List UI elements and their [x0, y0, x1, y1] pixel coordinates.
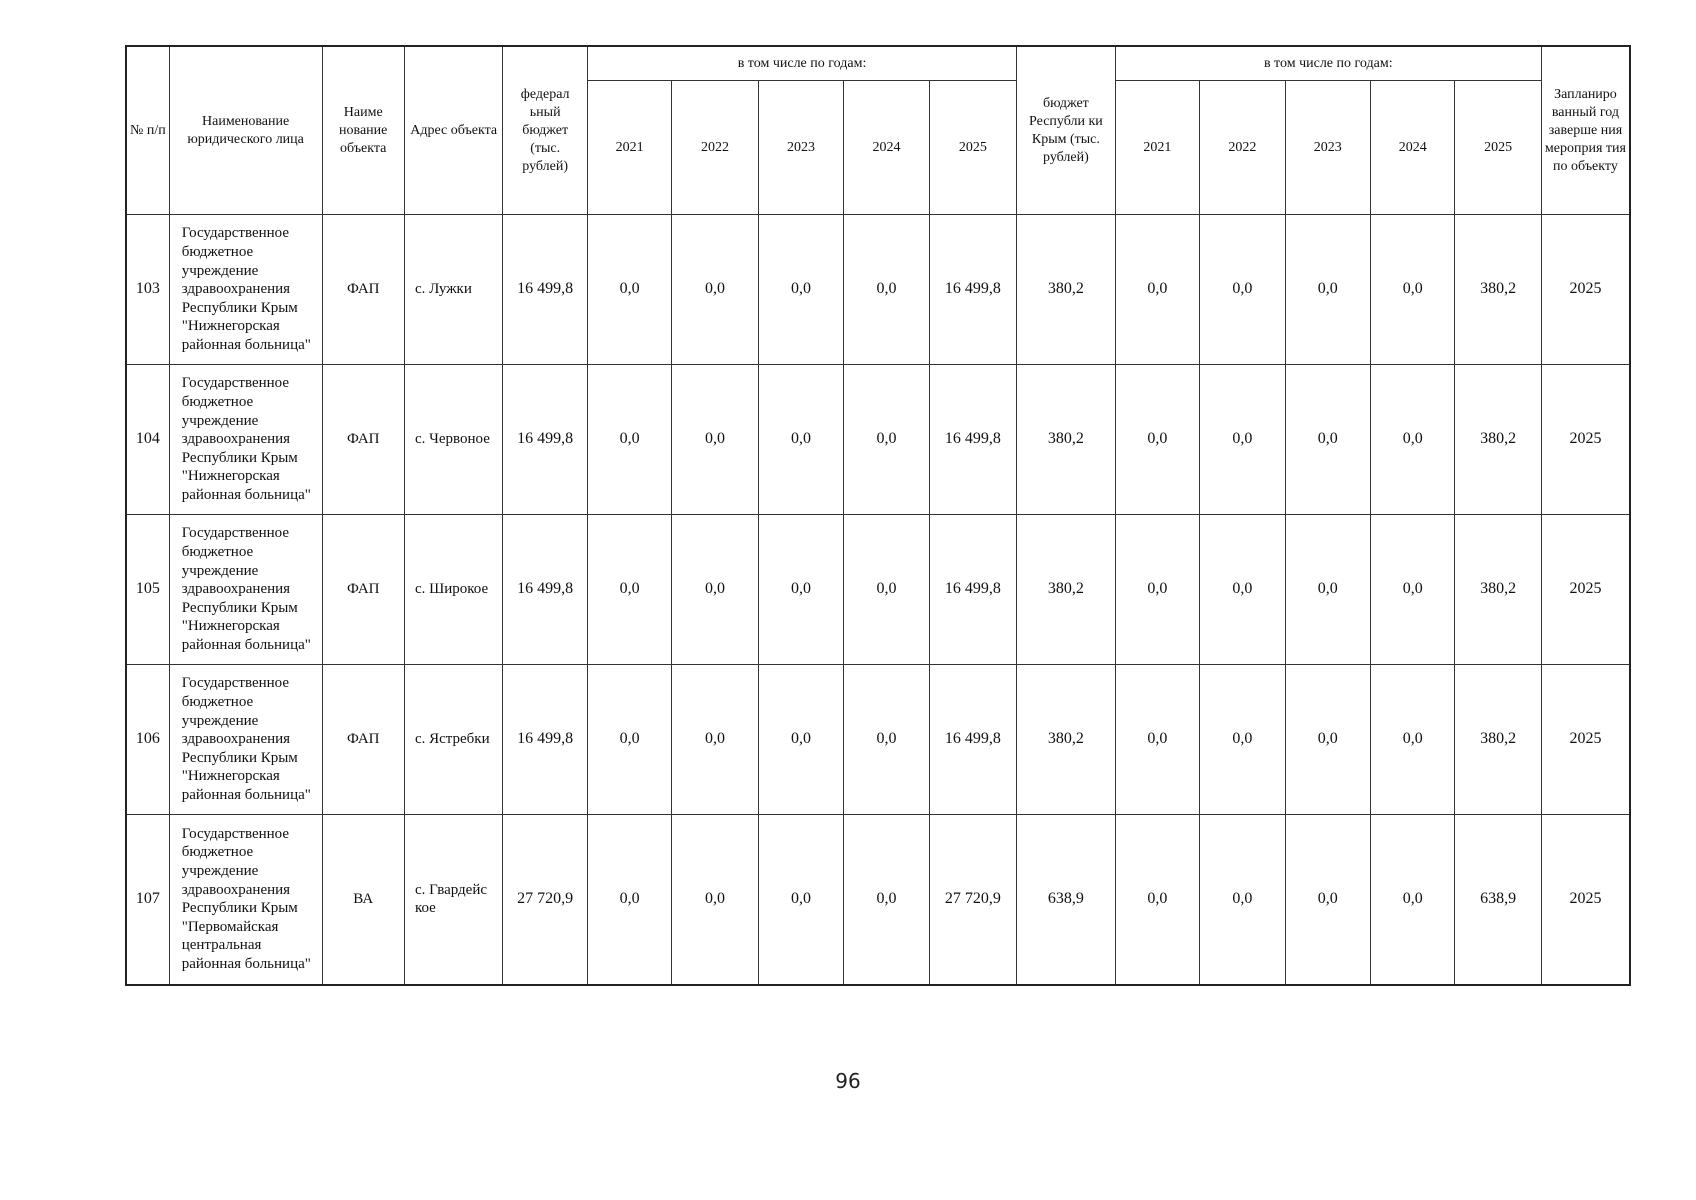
federal-year-cell: 0,0: [672, 815, 758, 985]
federal-year-cell: 0,0: [758, 515, 843, 665]
table-row: [126, 215, 1630, 365]
crimea-total-cell: 380,2: [1017, 665, 1116, 815]
federal-year-cell: 27 720,9: [929, 815, 1016, 985]
crimea-year-cell: 380,2: [1455, 665, 1541, 815]
header-object-address: Адрес объекта: [404, 46, 503, 215]
row-number: 105: [126, 515, 169, 665]
header-crimea-year: 2025: [1455, 81, 1541, 215]
page-number: 96: [835, 1069, 861, 1093]
table-row: [126, 665, 1630, 815]
federal-total-cell: 16 499,8: [503, 215, 587, 365]
object-address-cell: с. Гвардейс кое: [404, 815, 503, 985]
table-row: [126, 365, 1630, 515]
crimea-year-cell: 0,0: [1285, 515, 1370, 665]
crimea-total-cell: 380,2: [1017, 215, 1116, 365]
crimea-year-cell: 380,2: [1455, 365, 1541, 515]
object-address-cell: с. Широкое: [404, 515, 503, 665]
crimea-year-cell: 0,0: [1200, 665, 1285, 815]
header-planned-year: Запланиро ванный год заверше ния мероприя тия по объекту: [1541, 46, 1630, 215]
federal-year-cell: 16 499,8: [929, 515, 1016, 665]
federal-year-cell: 0,0: [672, 215, 758, 365]
crimea-year-cell: 0,0: [1285, 665, 1370, 815]
table-header: [126, 46, 1630, 215]
federal-year-cell: 0,0: [672, 365, 758, 515]
object-address-cell: с. Лужки: [404, 215, 503, 365]
object-address-cell: с. Ястребки: [404, 665, 503, 815]
budget-table: [125, 45, 1631, 986]
header-federal-year: 2023: [758, 81, 843, 215]
federal-year-cell: 0,0: [587, 215, 671, 365]
federal-year-cell: 0,0: [844, 215, 929, 365]
crimea-year-cell: 0,0: [1200, 215, 1285, 365]
row-number: 107: [126, 815, 169, 985]
header-legal-entity: Наименование юридического лица: [169, 46, 322, 215]
completion-year-cell: 2025: [1541, 515, 1630, 665]
row-number: 106: [126, 665, 169, 815]
object-name-cell: ФАП: [322, 215, 404, 365]
federal-total-cell: 16 499,8: [503, 515, 587, 665]
header-crimea-budget: бюджет Республи ки Крым (тыс. рублей): [1017, 46, 1116, 215]
table-row: [126, 815, 1630, 985]
crimea-year-cell: 0,0: [1370, 665, 1454, 815]
row-number: 103: [126, 215, 169, 365]
crimea-year-cell: 380,2: [1455, 215, 1541, 365]
crimea-year-cell: 0,0: [1115, 515, 1199, 665]
crimea-year-cell: 0,0: [1370, 815, 1454, 985]
table-body: [126, 215, 1630, 985]
legal-entity-cell: Государственное бюджетное учреждение здравоохранения Республики Крым "Нижнегорская районная больница": [169, 515, 322, 665]
federal-year-cell: 0,0: [587, 515, 671, 665]
object-address-cell: с. Червоное: [404, 365, 503, 515]
header-federal-year: 2021: [587, 81, 671, 215]
header-crimea-year: 2024: [1370, 81, 1454, 215]
header-object-name: Наиме нование объекта: [322, 46, 404, 215]
crimea-year-cell: 0,0: [1285, 365, 1370, 515]
object-name-cell: ВА: [322, 815, 404, 985]
header-federal-by-years: в том числе по годам:: [587, 46, 1016, 81]
header-crimea-year: 2021: [1115, 81, 1199, 215]
crimea-year-cell: 0,0: [1200, 515, 1285, 665]
crimea-year-cell: 638,9: [1455, 815, 1541, 985]
legal-entity-cell: Государственное бюджетное учреждение здравоохранения Республики Крым "Первомайская центральная районная больница": [169, 815, 322, 985]
crimea-year-cell: 0,0: [1115, 215, 1199, 365]
crimea-total-cell: 380,2: [1017, 365, 1116, 515]
federal-total-cell: 16 499,8: [503, 365, 587, 515]
federal-year-cell: 0,0: [587, 665, 671, 815]
federal-year-cell: 0,0: [672, 515, 758, 665]
completion-year-cell: 2025: [1541, 815, 1630, 985]
federal-year-cell: 0,0: [844, 515, 929, 665]
object-name-cell: ФАП: [322, 665, 404, 815]
federal-year-cell: 0,0: [844, 365, 929, 515]
crimea-year-cell: 0,0: [1115, 665, 1199, 815]
completion-year-cell: 2025: [1541, 215, 1630, 365]
legal-entity-cell: Государственное бюджетное учреждение здравоохранения Республики Крым "Нижнегорская районная больница": [169, 665, 322, 815]
header-federal-year: 2024: [844, 81, 929, 215]
federal-year-cell: 0,0: [672, 665, 758, 815]
crimea-year-cell: 0,0: [1370, 365, 1454, 515]
federal-year-cell: 0,0: [758, 365, 843, 515]
object-name-cell: ФАП: [322, 365, 404, 515]
crimea-year-cell: 380,2: [1455, 515, 1541, 665]
crimea-year-cell: 0,0: [1285, 815, 1370, 985]
header-crimea-year: 2022: [1200, 81, 1285, 215]
crimea-total-cell: 638,9: [1017, 815, 1116, 985]
federal-year-cell: 0,0: [587, 365, 671, 515]
federal-year-cell: 16 499,8: [929, 665, 1016, 815]
completion-year-cell: 2025: [1541, 665, 1630, 815]
federal-total-cell: 16 499,8: [503, 665, 587, 815]
crimea-year-cell: 0,0: [1200, 815, 1285, 985]
crimea-year-cell: 0,0: [1370, 215, 1454, 365]
crimea-total-cell: 380,2: [1017, 515, 1116, 665]
completion-year-cell: 2025: [1541, 365, 1630, 515]
federal-year-cell: 16 499,8: [929, 215, 1016, 365]
crimea-year-cell: 0,0: [1115, 365, 1199, 515]
crimea-year-cell: 0,0: [1285, 215, 1370, 365]
federal-year-cell: 0,0: [587, 815, 671, 985]
header-crimea-by-years: в том числе по годам:: [1115, 46, 1541, 81]
header-number: № п/п: [126, 46, 169, 215]
federal-total-cell: 27 720,9: [503, 815, 587, 985]
federal-year-cell: 0,0: [758, 665, 843, 815]
row-number: 104: [126, 365, 169, 515]
table-row: [126, 515, 1630, 665]
header-federal-year: 2022: [672, 81, 758, 215]
federal-year-cell: 0,0: [844, 815, 929, 985]
crimea-year-cell: 0,0: [1200, 365, 1285, 515]
federal-year-cell: 0,0: [758, 215, 843, 365]
federal-year-cell: 16 499,8: [929, 365, 1016, 515]
federal-year-cell: 0,0: [844, 665, 929, 815]
header-federal-year: 2025: [929, 81, 1016, 215]
header-federal-budget: федерал ьный бюджет (тыс. рублей): [503, 46, 587, 215]
object-name-cell: ФАП: [322, 515, 404, 665]
legal-entity-cell: Государственное бюджетное учреждение здравоохранения Республики Крым "Нижнегорская районная больница": [169, 215, 322, 365]
federal-year-cell: 0,0: [758, 815, 843, 985]
crimea-year-cell: 0,0: [1115, 815, 1199, 985]
crimea-year-cell: 0,0: [1370, 515, 1454, 665]
legal-entity-cell: Государственное бюджетное учреждение здравоохранения Республики Крым "Нижнегорская районная больница": [169, 365, 322, 515]
header-crimea-year: 2023: [1285, 81, 1370, 215]
